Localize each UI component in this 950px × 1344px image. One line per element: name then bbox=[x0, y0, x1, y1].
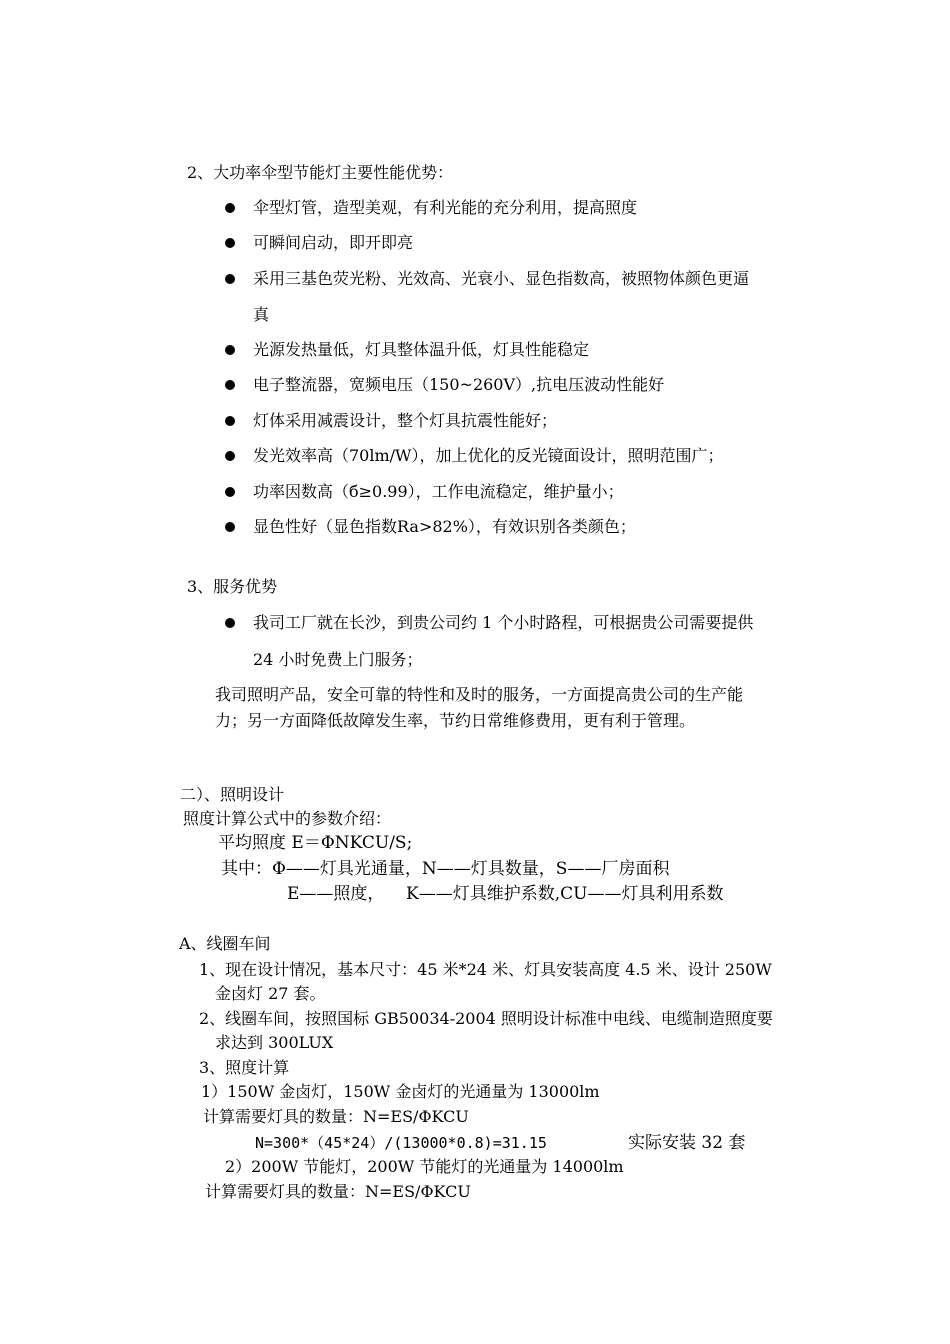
bullet-icon bbox=[225, 487, 235, 497]
workshop-item: 求达到 300LUX bbox=[215, 1033, 334, 1052]
bullet-icon bbox=[225, 522, 235, 532]
bullet-icon bbox=[225, 416, 235, 426]
list-item-text: 采用三基色荧光粉、光效高、光衰小、显色指数高，被照物体颜色更逼 bbox=[253, 269, 750, 288]
list-item bbox=[253, 446, 724, 466]
bullet-icon bbox=[225, 238, 235, 248]
paragraph-line: 我司照明产品，安全可靠的特性和及时的服务，一方面提高贵公司的生产能 bbox=[215, 685, 744, 704]
workshop-item: 金卤灯 27 套。 bbox=[215, 984, 326, 1003]
bullet-icon bbox=[225, 618, 235, 628]
formula-definitions: 其中：Φ——灯具光通量，N——灯具数量，S——厂房面积 bbox=[221, 859, 670, 879]
list-item bbox=[253, 375, 664, 395]
list-item bbox=[253, 613, 753, 633]
calc-formula: N=300*（45*24）/(13000*0.8)=31.15 bbox=[255, 1134, 547, 1152]
workshop-item: 1、现在设计情况，基本尺寸：45 米*24 米、灯具安装高度 4.5 米、设计 250W bbox=[199, 960, 772, 979]
calc-line: 1）150W 金卤灯，150W 金卤灯的光通量为 13000lm bbox=[201, 1082, 600, 1101]
bullet-icon bbox=[225, 274, 235, 284]
calc-line: 2）200W 节能灯，200W 节能灯的光通量为 14000lm bbox=[225, 1157, 624, 1176]
formula-definitions: E——照度， K——灯具维护系数,CU——灯具利用系数 bbox=[287, 884, 724, 904]
list-item-continuation: 真 bbox=[253, 305, 270, 324]
list-item-continuation: 24 小时免费上门服务； bbox=[253, 650, 423, 669]
workshop-item: 3、照度计算 bbox=[199, 1058, 290, 1077]
paragraph-line: 力；另一方面降低故障发生率，节约日常维修费用，更有利于管理。 bbox=[215, 711, 696, 730]
lighting-intro: 照度计算公式中的参数介绍： bbox=[183, 809, 392, 828]
list-item-text: 电子整流器，宽频电压（150~260V）,抗电压波动性能好 bbox=[253, 375, 665, 394]
lighting-heading: 二）、照明设计 bbox=[180, 785, 285, 804]
workshop-item: 2、线圈车间，按照国标 GB50034-2004 照明设计标准中电线、电缆制造照度要 bbox=[199, 1009, 773, 1028]
list-item-text: 发光效率高（70lm/W），加上优化的反光镜面设计，照明范围广； bbox=[253, 446, 724, 465]
list-item bbox=[253, 482, 624, 502]
list-item-text: 我司工厂就在长沙，到贵公司约 1 个小时路程，可根据贵公司需要提供 bbox=[253, 613, 754, 632]
bullet-icon bbox=[225, 345, 235, 355]
list-item-text: 可瞬间启动，即开即亮 bbox=[253, 233, 414, 252]
section3-heading: 3、服务优势 bbox=[187, 577, 278, 596]
list-item-text: 功率因数高（б≥0.99），工作电流稳定，维护量小； bbox=[253, 482, 624, 501]
list-item-text: 显色性好（显色指数Ra>82%），有效识别各类颜色； bbox=[253, 517, 636, 536]
list-item bbox=[253, 269, 749, 289]
list-item-text: 伞型灯管，造型美观，有利光能的充分利用，提高照度 bbox=[253, 198, 638, 217]
list-item-text: 光源发热量低，灯具整体温升低，灯具性能稳定 bbox=[253, 340, 590, 359]
calc-line: 计算需要灯具的数量：N=ES/ΦKCU bbox=[203, 1107, 469, 1126]
list-item-text: 灯体采用减震设计，整个灯具抗震性能好； bbox=[253, 411, 558, 430]
list-item bbox=[253, 340, 589, 360]
calc-line: 计算需要灯具的数量：N=ES/ΦKCU bbox=[205, 1182, 471, 1201]
calc-result: 实际安装 32 套 bbox=[628, 1133, 746, 1153]
workshop-heading: A、线圈车间 bbox=[179, 934, 271, 953]
bullet-icon bbox=[225, 203, 235, 213]
list-item bbox=[253, 233, 413, 253]
list-item bbox=[253, 517, 636, 537]
bullet-icon bbox=[225, 380, 235, 390]
formula: 平均照度 E＝ΦNKCU/S; bbox=[218, 833, 413, 853]
list-item bbox=[253, 411, 557, 431]
section2-heading: 2、大功率伞型节能灯主要性能优势： bbox=[187, 163, 454, 182]
list-item bbox=[253, 198, 637, 218]
bullet-icon bbox=[225, 451, 235, 461]
